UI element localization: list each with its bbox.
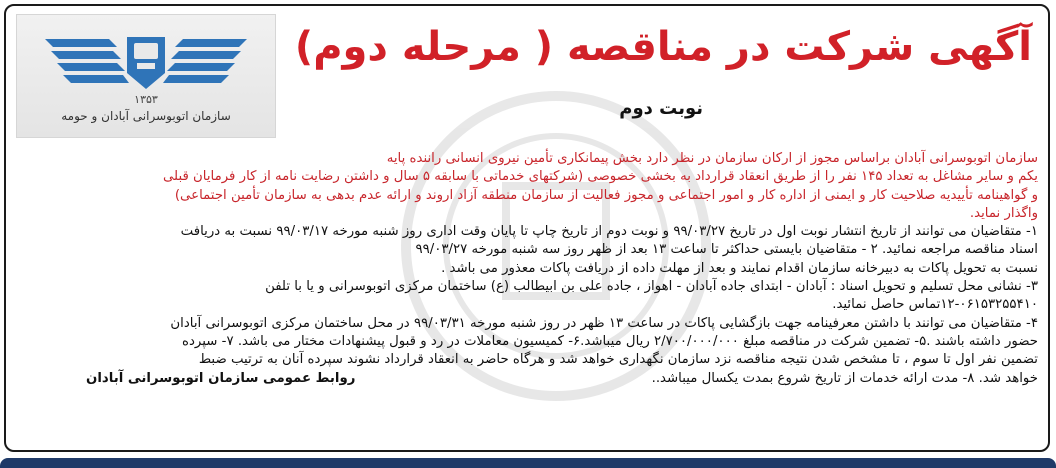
item-1-line-b: اسناد مناقصه مراجعه نمائید. ۲ - متقاضیان بایستی حداکثر تا ساعت ۱۳ بعد از ظهر روز سه شنبه مورخه ۹۹/۰۳/۲۷	[415, 242, 1038, 258]
intro-line-2: یکم و سایر مشاغل به تعداد ۱۴۵ نفر را از طریق انعقاد قرارداد به بخشی خصوصی (شرکتهای خدماتی با سابقه ۵ سال و داشتن رضایت نامه از کار فرمایان قبلی	[162, 169, 1038, 185]
item-3-line-a: ۳- نشانی محل تسلیم و تحویل اسناد : آبادان - ابتدای جاده آبادان - اهواز ، جاده علی بن ابیطالب (ع) ساختمان مرکزی اتوبوسرانی و یا با تلفن	[265, 279, 1038, 295]
item-4-line-d-text: خواهد شد. ۸- مدت ارائه خدمات از تاریخ شروع بمدت یکسال میباشد..	[651, 370, 1038, 386]
item-4-line-c: تضمین نفر اول تا سوم ، تا مشخص شدن نتیجه مناقصه نزد سازمان نگهداری خواهد شد و هرگاه حاضر به انعقاد قرارداد نشوند سپرده آنان به ترتیب ضبط	[198, 352, 1038, 368]
bus-wings-logo-icon	[37, 33, 255, 93]
intro-line-1: سازمان اتوبوسرانی آبادان براساس مجوز از ارکان سازمان در نظر دارد بخش پیمانکاری تأمین نیروی انسانی راننده پایه	[386, 151, 1038, 166]
notice-subtitle: نوبت دوم	[619, 98, 703, 119]
bottom-bar	[0, 458, 1056, 468]
logo-year: ۱۳۵۳	[134, 93, 158, 106]
logo-org-name: سازمان اتوبوسرانی آبادان و حومه	[61, 109, 231, 123]
notice-title: آگهی شرکت در مناقصه ( مرحله دوم)	[294, 24, 1032, 70]
item-4-line-b: حضور داشته باشند .۵- تضمین شرکت در مناقصه مبلغ ۲/۷۰۰/۰۰۰/۰۰۰ ریال میباشد.۶- کمیسیون معاملات در رد و قبول پیشنهادات مختار می باشد. ۷- سپرده	[182, 333, 1038, 349]
notice-body	[16, 150, 1038, 388]
intro-line-4: واگذار نماید.	[969, 205, 1038, 221]
item-1-line-a: ۱- متقاضیان می توانند از تاریخ انتشار نوبت اول در تاریخ ۹۹/۰۳/۲۷ و نوبت دوم از تاریخ چاپ تا پایان وقت اداری روز شنبه مورخه ۹۹/۰۳/۱۷ نسبت به دریافت	[180, 224, 1038, 240]
item-4-line-a: ۴- متقاضیان می توانند با داشتن معرفینامه جهت بازگشایی پاکات در ساعت ۱۳ ظهر در روز شنبه مورخه ۹۹/۰۳/۳۱ در محل ساختمان مرکزی اتوبوسرانی آبادان	[170, 315, 1038, 331]
intro-line-3: و گواهینامه تأییدیه صلاحیت کار و ایمنی از اداره کار و امور اجتماعی و مجوز فعالیت از سازمان منطقه آزاد اروند و ارائه عدم بدهی به سازمان تأمین اجتماعی)	[174, 187, 1038, 203]
notice-frame	[4, 4, 1050, 452]
organization-logo	[16, 14, 276, 138]
item-2-line: نسبت به تحویل پاکات به دبیرخانه سازمان اقدام نمایند و بعد از مهلت داده از دریافت پاکات معذور می باشد .	[441, 260, 1038, 276]
item-4-line-d	[16, 370, 1038, 388]
signature: روابط عمومی سازمان اتوبوسرانی آبادان	[86, 370, 356, 386]
item-3-line-b: ۱۲-۰۶۱۵۳۲۵۵۴۱۰تماس حاصل نمائید.	[832, 297, 1038, 313]
